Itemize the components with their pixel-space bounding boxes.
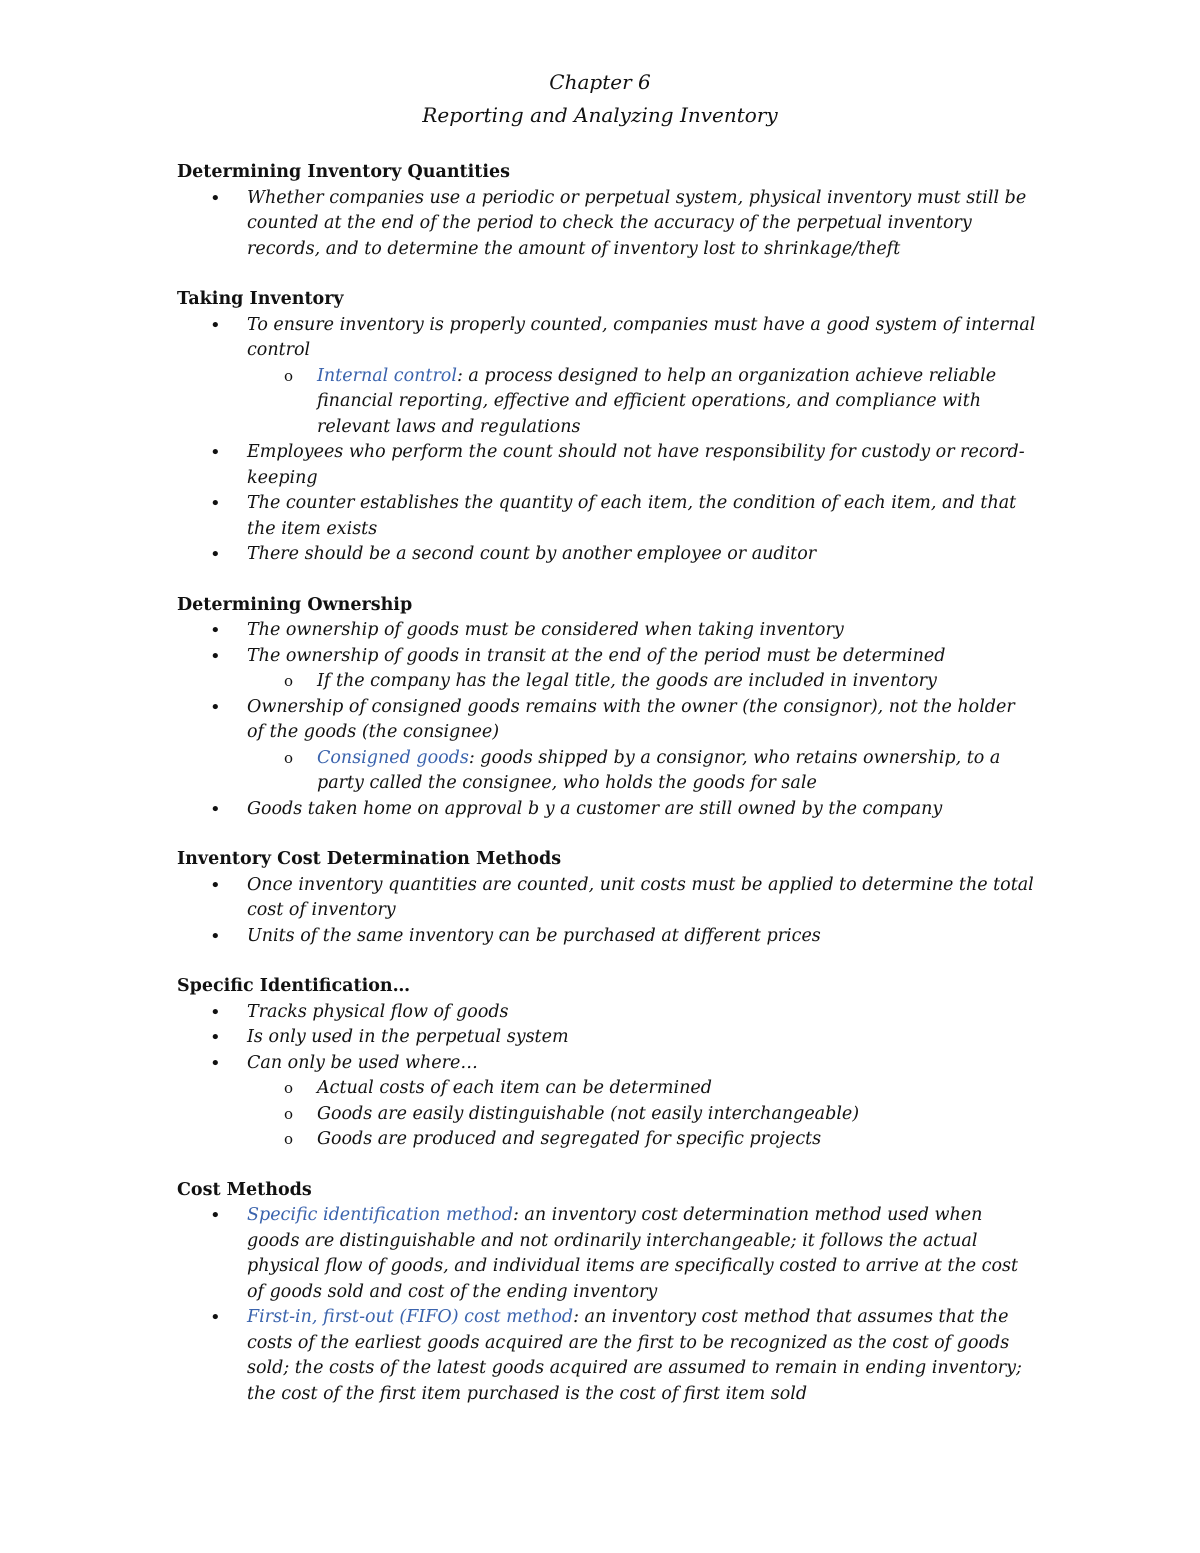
sub-list-item: o If the company has the legal title, the goods are included in inventory <box>177 669 1037 695</box>
list-item: • Employees who perform the count should not have responsibility for custody or record-keeping <box>177 440 1037 491</box>
list-item: • Can only be used where… <box>177 1051 1037 1077</box>
list-item <box>177 1203 1037 1305</box>
section-heading: Specific Identification… <box>177 976 411 996</box>
sub-list-item: o Goods are produced and segregated for specific projects <box>177 1127 1037 1153</box>
chapter-subtitle: Reporting and Analyzing Inventory <box>422 103 778 127</box>
sub-list-item: o Goods are easily distinguishable (not easily interchangeable) <box>177 1102 1037 1128</box>
list-item: • Goods taken home on approval b y a customer are still owned by the company <box>177 797 1037 823</box>
list-item: • There should be a second count by another employee or auditor <box>177 542 1037 568</box>
term-fifo-cost-method: First-in, first-out (FIFO) cost method <box>247 1307 574 1327</box>
sub-list-item: o Actual costs of each item can be determined <box>177 1076 1037 1102</box>
term-definition: : goods shipped by a consignor, who retains ownership, to a party called the consignee, who holds the goods for sale <box>317 747 1001 793</box>
list-item: • To ensure inventory is properly counted, companies must have a good system of internal control <box>177 313 1037 364</box>
list-item <box>177 1305 1037 1407</box>
list-item: • Ownership of consigned goods remains with the owner (the consignor), not the holder of the goods (the consignee) <box>177 695 1037 746</box>
section-heading: Cost Methods <box>177 1179 312 1200</box>
list-item: • Is only used in the perpetual system <box>177 1025 1037 1051</box>
bullet-list <box>177 186 1037 263</box>
section-cost-methods <box>177 1178 1037 1408</box>
section-determining-ownership <box>177 593 1037 823</box>
list-item: • The ownership of goods must be considered when taking inventory <box>177 618 1037 644</box>
list-item: • Units of the same inventory can be purchased at different prices <box>177 924 1037 950</box>
section-heading: Determining Inventory Quantities <box>177 162 510 182</box>
sub-list-item <box>177 364 1037 441</box>
list-item: • Once inventory quantities are counted, unit costs must be applied to determine the total cost of inventory <box>177 873 1037 924</box>
section-specific-identification <box>177 974 1037 1153</box>
section-determining-quantities <box>177 160 1037 262</box>
section-taking-inventory <box>177 287 1037 568</box>
list-item: • Tracks physical flow of goods <box>177 1000 1037 1026</box>
term-specific-identification-method: Specific identification method <box>247 1205 513 1225</box>
list-item: • The counter establishes the quantity of each item, the condition of each item, and that the item exists <box>177 491 1037 542</box>
term-definition: : an inventory cost method that assumes that the costs of the earliest goods acquired are the first to be recognized as the cost of goods sold; the costs of the latest goods acquired are assumed to remain in ending inventory; the cost of the first item purchased is the cost of first item sold <box>247 1307 1022 1404</box>
document-body <box>177 160 1037 1432</box>
term-definition: : a process designed to help an organization achieve reliable financial reporting, effective and efficient operations, and compliance with relevant laws and regulations <box>317 365 997 437</box>
sub-list-item <box>177 746 1037 797</box>
bullet-list <box>177 1000 1037 1153</box>
bullet-list <box>177 873 1037 950</box>
section-heading: Inventory Cost Determination Methods <box>177 849 562 869</box>
list-item: • The ownership of goods in transit at the end of the period must be determined <box>177 644 1037 670</box>
term-internal-control: Internal control <box>317 365 457 386</box>
list-item: • Whether companies use a periodic or perpetual system, physical inventory must still be counted at the end of the period to check the accuracy of the perpetual inventory records, and to determine the amount of inventory lost to shrinkage/theft <box>177 186 1037 263</box>
bullet-list <box>177 313 1037 568</box>
section-heading: Taking Inventory <box>177 289 344 309</box>
term-consigned-goods: Consigned goods <box>317 747 469 768</box>
bullet-list <box>177 618 1037 822</box>
term-definition: : an inventory cost determination method used when goods are distinguishable and not ordinarily interchangeable; it follows the actual physical flow of goods, and individual items are specifically costed to arrive at the cost of goods sold and cost of the ending inventory <box>247 1205 1019 1302</box>
chapter-title: Chapter 6 <box>549 70 651 94</box>
section-heading: Determining Ownership <box>177 594 413 615</box>
bullet-list <box>177 1203 1037 1407</box>
section-cost-determination-methods <box>177 847 1037 949</box>
